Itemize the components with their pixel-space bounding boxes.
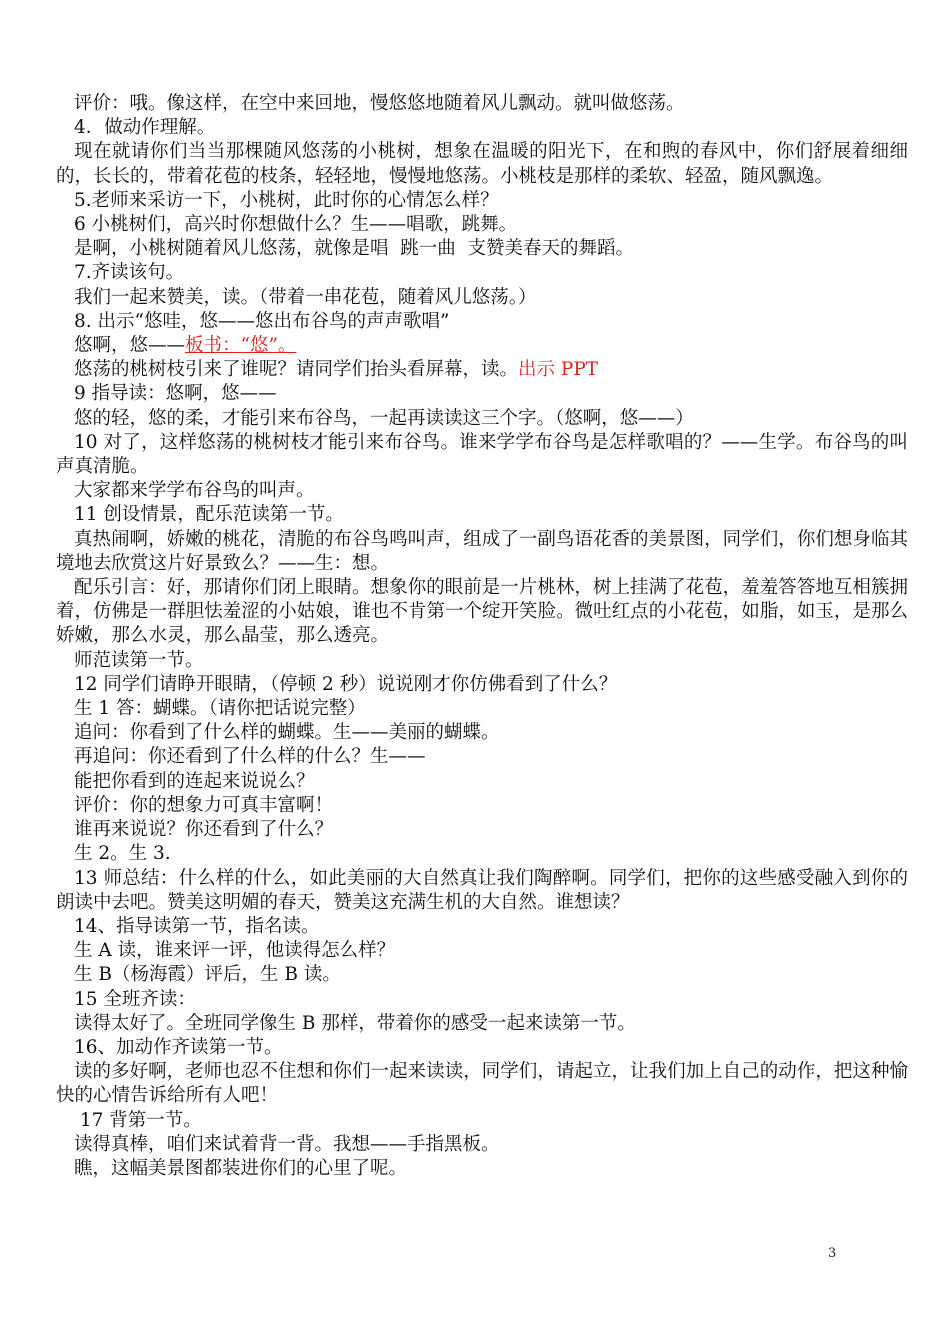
paragraph: 我们一起来赞美，读。（带着一串花苞，随着风儿悠荡。）: [74, 286, 537, 308]
paragraph: 再追问：你还看到了什么样的什么？生——: [74, 746, 426, 768]
paragraph: 7.齐读该句。: [74, 262, 185, 284]
board-note-prefix: 悠啊，悠——: [74, 335, 186, 357]
board-note-line: [56, 334, 908, 358]
paragraph: 17 背第一节。: [74, 1109, 202, 1131]
paragraph: 读得真棒，咱们来试着背一背。我想——手指黑板。: [74, 1133, 500, 1155]
ppt-note-line: [56, 358, 908, 382]
board-note-highlight: 板书：“悠”。: [185, 335, 297, 357]
paragraph: 现在就请你们当当那棵随风悠荡的小桃树，想象在温暖的阳光下，在和煦的春风中，你们舒展着细细的，长长的，带着花苞的枝条，轻轻地，慢慢地悠荡。小桃枝是那样的柔软、轻盈，随风飘逸。: [56, 141, 908, 187]
paragraph: 真热闹啊，娇嫩的桃花，清脆的布谷鸟鸣叫声，组成了一副鸟语花香的美景图，同学们，你们想身临其境地去欣赏这片好景致么？——生：想。: [56, 528, 908, 574]
document-body: [56, 92, 908, 1181]
paragraph: 生 1 答：蝴蝶。（请你把话说完整）: [74, 698, 366, 720]
paragraph: 悠的轻，悠的柔，才能引来布谷鸟，一起再读读这三个字。（悠啊，悠——）: [74, 407, 694, 429]
paragraph: 4．做动作理解。: [74, 117, 216, 139]
paragraph: 能把你看到的连起来说说么？: [74, 770, 315, 792]
paragraph: 追问：你看到了什么样的蝴蝶。生——美丽的蝴蝶。: [74, 722, 500, 744]
ppt-note-text: 悠荡的桃树枝引来了谁呢？请同学们抬头看屏幕，读。: [74, 359, 519, 381]
paragraph: 5.老师来采访一下，小桃树，此时你的心情怎么样？: [74, 189, 499, 211]
paragraph: 6 小桃树们，高兴时你想做什么？生——唱歌，跳舞。: [74, 214, 518, 236]
paragraph: 生 2。生 3.: [74, 843, 171, 865]
paragraph: 13 师总结：什么样的什么，如此美丽的大自然真让我们陶醉啊。同学们，把你的这些感受融入到你的朗读中去吧。赞美这明媚的春天，赞美这充满生机的大自然。谁想读？: [56, 867, 908, 913]
ppt-note-highlight: 出示 PPT: [518, 359, 599, 381]
paragraph: 大家都来学学布谷鸟的叫声。: [74, 480, 315, 502]
paragraph: 16、加动作齐读第一节。: [74, 1036, 283, 1058]
paragraph: 8. 出示“悠哇，悠——悠出布谷鸟的声声歌唱”: [74, 310, 450, 332]
paragraph: 读得太好了。全班同学像生 B 那样，带着你的感受一起来读第一节。: [74, 1012, 636, 1034]
page-number: 3: [828, 1246, 837, 1261]
paragraph: 读的多好啊，老师也忍不住想和你们一起来读读，同学们，请起立，让我们加上自己的动作，把这种愉快的心情告诉给所有人吧！: [56, 1061, 908, 1107]
paragraph: 是啊，小桃树随着风儿悠荡，就像是唱 跳一曲 支赞美春天的舞蹈。: [74, 238, 635, 260]
paragraph: 评价：你的想象力可真丰富啊！: [74, 794, 334, 816]
paragraph: 14、指导读第一节，指名读。: [74, 915, 320, 937]
paragraph: 10 对了，这样悠荡的桃树枝才能引来布谷鸟。谁来学学布谷鸟是怎样歌唱的？——生学。布谷鸟的叫声真清脆。: [56, 431, 908, 478]
paragraph: 15 全班齐读：: [74, 988, 196, 1010]
paragraph: 瞧，这幅美景图都装进你们的心里了呢。: [74, 1157, 408, 1179]
paragraph: 配乐引言：好，那请你们闭上眼睛。想象你的眼前是一片桃林，树上挂满了花苞，羞羞答答地互相簇拥着，仿佛是一群胆怯羞涩的小姑娘，谁也不肯第一个绽开笑脸。微吐红点的小花苞，如脂，如玉，是那么娇嫩，那么水灵，那么晶莹，那么透亮。: [56, 577, 908, 647]
paragraph: 生 B（杨海霞）评后，生 B 读。: [74, 964, 341, 986]
paragraph: 师范读第一节。: [74, 649, 204, 671]
paragraph: 12 同学们请睁开眼睛，（停顿 2 秒）说说刚才你仿佛看到了什么？: [74, 673, 618, 695]
paragraph: 生 A 读，谁来评一评，他读得怎么样？: [74, 940, 396, 962]
paragraph: 谁再来说说？你还看到了什么？: [74, 819, 334, 841]
paragraph: 评价：哦。像这样，在空中来回地，慢悠悠地随着风儿飘动。就叫做悠荡。: [74, 93, 685, 114]
paragraph: 9 指导读：悠啊，悠——: [74, 383, 277, 405]
paragraph: 11 创设情景，配乐范读第一节。: [74, 504, 344, 526]
